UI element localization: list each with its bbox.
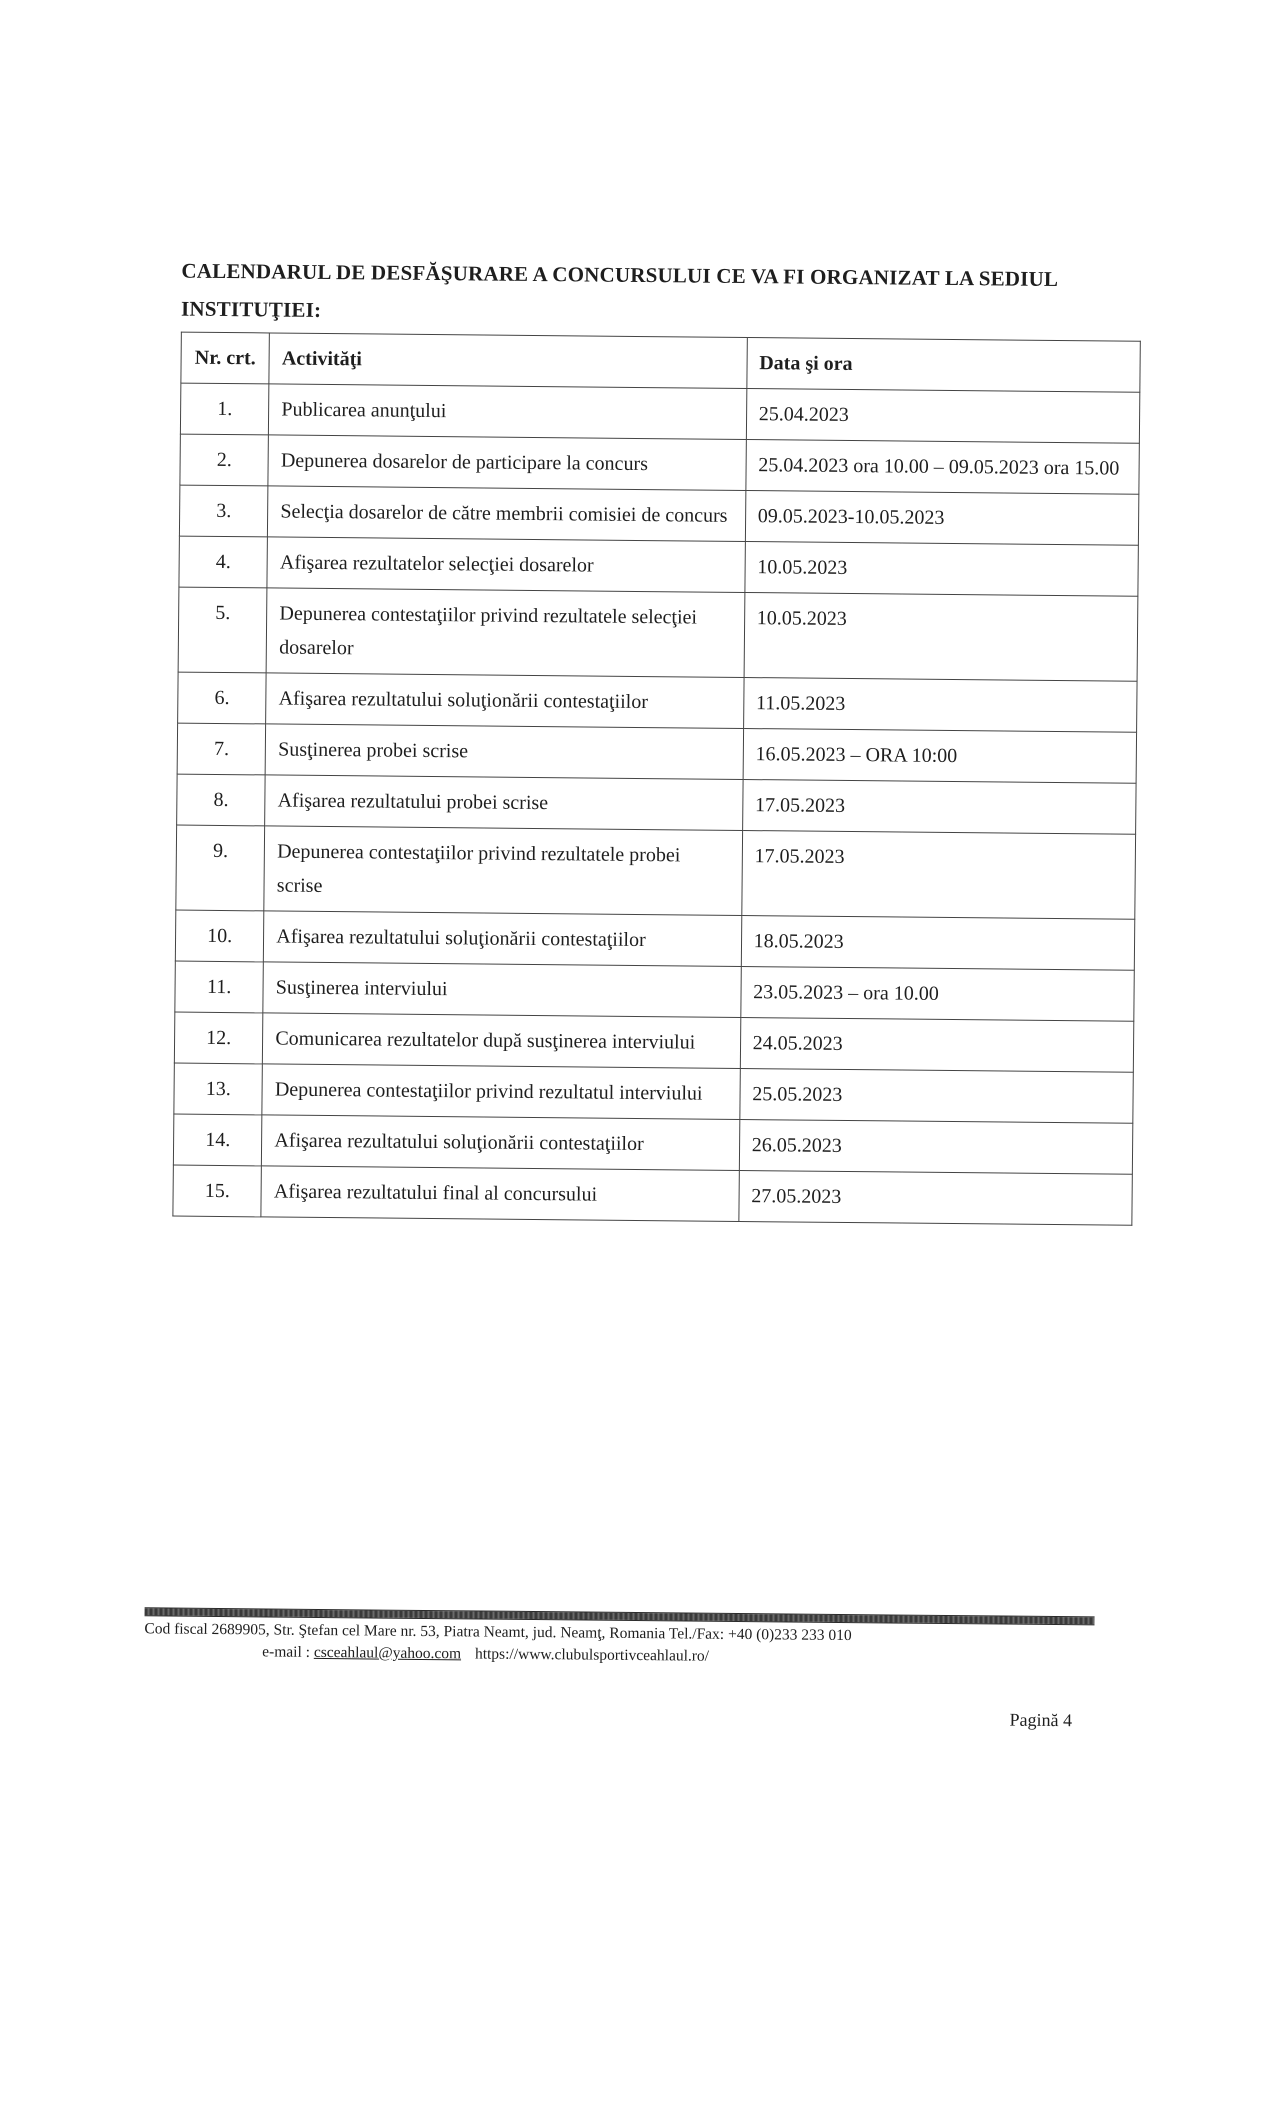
table-row <box>178 587 1138 681</box>
row-date: 17.05.2023 <box>741 830 1135 919</box>
table-row <box>176 825 1136 919</box>
table-row <box>173 1165 1132 1225</box>
table-row <box>179 536 1138 596</box>
row-activity: Afişarea rezultatelor selecţiei dosarelor <box>267 537 745 593</box>
competition-schedule-table <box>172 332 1140 1226</box>
row-number: 11. <box>175 961 264 1013</box>
table-row <box>177 723 1136 783</box>
table-row <box>174 1063 1133 1123</box>
row-activity: Depunerea contestaţiilor privind rezultatul interviului <box>262 1064 740 1120</box>
row-date: 18.05.2023 <box>741 915 1135 970</box>
row-number: 5. <box>178 587 267 673</box>
row-date: 25.04.2023 ora 10.00 – 09.05.2023 ora 15.00 <box>746 440 1140 495</box>
row-date: 26.05.2023 <box>739 1119 1133 1174</box>
table-row <box>180 383 1139 443</box>
row-activity: Afişarea rezultatului probei scrise <box>265 775 743 831</box>
row-activity: Afişarea rezultatului final al concursului <box>261 1166 739 1222</box>
row-date: 27.05.2023 <box>739 1170 1133 1225</box>
row-activity: Susţinerea interviului <box>263 962 741 1018</box>
row-activity: Depunerea dosarelor de participare la concurs <box>268 435 746 491</box>
row-number: 12. <box>174 1012 263 1064</box>
row-date: 11.05.2023 <box>743 678 1137 733</box>
header-date: Data şi ora <box>747 338 1141 393</box>
table-header-row <box>181 332 1140 392</box>
row-number: 6. <box>178 672 267 724</box>
table-row <box>180 434 1139 494</box>
row-date: 25.05.2023 <box>740 1068 1134 1123</box>
row-date: 16.05.2023 – ORA 10:00 <box>743 729 1137 784</box>
document-title: CALENDARUL DE DESFĂŞURARE A CONCURSULUI CE VA FI ORGANIZAT LA SEDIUL INSTITUŢIEI: <box>180 258 1058 322</box>
row-activity: Depunerea contestaţiilor privind rezultatele selecţiei dosarelor <box>266 588 744 678</box>
row-activity: Afişarea rezultatului soluţionării contestaţiilor <box>266 673 744 729</box>
table-row <box>174 1012 1133 1072</box>
row-number: 14. <box>173 1114 262 1166</box>
table-row <box>178 672 1137 732</box>
row-date: 10.05.2023 <box>745 542 1139 597</box>
row-activity: Selecţia dosarelor de către membrii comisiei de concurs <box>268 486 746 542</box>
footer-email-label: e-mail : <box>262 1643 311 1661</box>
row-number: 10. <box>175 910 264 962</box>
table-row <box>175 910 1134 970</box>
row-number: 8. <box>177 774 266 826</box>
row-date: 25.04.2023 <box>746 389 1140 444</box>
footer-address: Cod fiscal 2689905, Str. Ştefan cel Mare nr. 53, Piatra Neamt, jud. Neamţ, Romania Tel./Fax: +40 (0)233 233 010 <box>144 1620 852 1645</box>
row-date: 24.05.2023 <box>740 1017 1134 1072</box>
row-activity: Publicarea anunţului <box>269 384 747 440</box>
row-number: 9. <box>176 825 265 911</box>
row-number: 4. <box>179 536 268 588</box>
row-number: 3. <box>179 485 268 537</box>
row-date: 17.05.2023 <box>742 779 1136 834</box>
row-activity: Afişarea rezultatului soluţionării contestaţiilor <box>264 911 742 967</box>
header-activity: Activităţi <box>269 333 747 389</box>
row-number: 13. <box>174 1063 263 1115</box>
footer-email-link[interactable]: csceahlaul@yahoo.com <box>313 1643 462 1663</box>
row-date: 09.05.2023-10.05.2023 <box>745 491 1139 546</box>
row-activity: Depunerea contestaţiilor privind rezultatele probei scrise <box>264 826 742 916</box>
row-number: 7. <box>177 723 266 775</box>
row-number: 15. <box>173 1165 262 1217</box>
page-number: Pagină 4 <box>1009 1709 1073 1731</box>
table-row <box>175 961 1134 1021</box>
row-date: 23.05.2023 – ora 10.00 <box>740 966 1134 1021</box>
row-date: 10.05.2023 <box>744 593 1138 682</box>
table-row <box>177 774 1136 834</box>
table-row <box>179 485 1138 545</box>
row-activity: Afişarea rezultatului soluţionării contestaţiilor <box>262 1115 740 1171</box>
row-number: 1. <box>180 383 269 435</box>
row-activity: Comunicarea rezultatelor după susţinerea interviului <box>263 1013 741 1069</box>
footer-contact <box>262 1642 982 1669</box>
row-activity: Susţinerea probei scrise <box>265 724 743 780</box>
row-number: 2. <box>180 434 269 486</box>
footer-website-link[interactable]: https://www.clubulsportivceahlaul.ro/ <box>474 1645 710 1665</box>
table-row <box>173 1114 1132 1174</box>
header-nr: Nr. crt. <box>181 332 270 384</box>
